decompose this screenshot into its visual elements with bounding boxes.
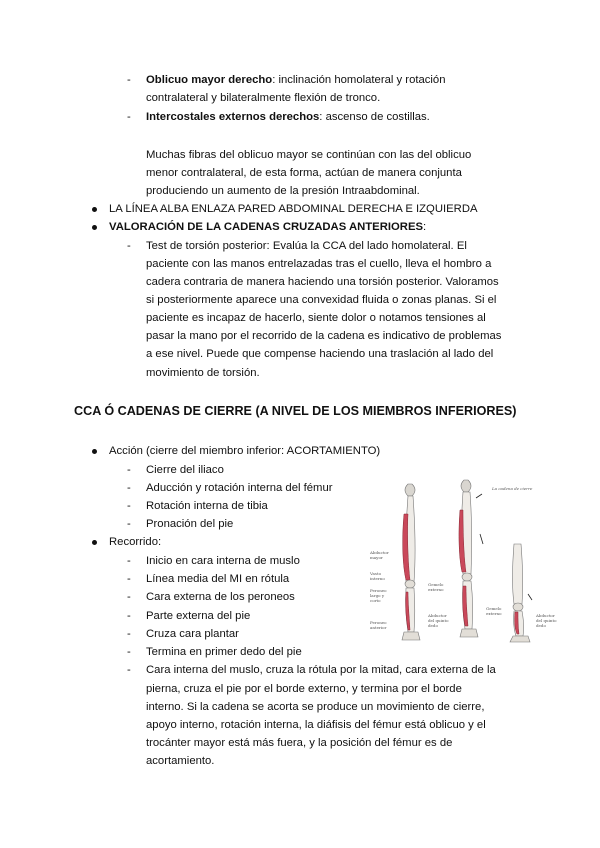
accion-label: Acción (cierre del miembro inferior: ACORTAMIENTO) [109, 445, 381, 457]
label-abductor-b-1: Abductor [536, 613, 555, 618]
dash-marker: - [127, 111, 131, 123]
list-item-oblicuo-cont: contralateral y bilateralmente flexión de tronco. [146, 92, 381, 104]
label-abductor-quinto-2: del quinto [428, 618, 449, 623]
bullet-marker [92, 225, 97, 230]
dash-marker: - [127, 500, 131, 512]
paragraph-line: Muchas fibras del oblicuo mayor se continúan con las del oblicuo [146, 149, 472, 161]
bullet-valoracion [109, 218, 426, 236]
test-line: si posteriormente aparece una convexidad fluida o zonas planas. Si el [146, 294, 497, 306]
dash-marker: - [127, 464, 131, 476]
label-gemelo-b-1: Gemelo [486, 606, 502, 611]
label-abductor-b-2: del quinto [536, 618, 557, 623]
recorrido-long-line: pierna, cruza el pie por el borde externo, y termina por el borde [146, 683, 462, 695]
dash-marker: - [127, 482, 131, 494]
bullet-marker [92, 540, 97, 545]
leg-figure-1 [402, 484, 420, 640]
dash-marker: - [127, 573, 131, 585]
recorrido-item: Termina en primer dedo del pie [146, 646, 302, 658]
label-abductor-quinto-1: Abductor [428, 613, 447, 618]
leg-figure-2 [459, 480, 483, 637]
label-peroneo-3: corto [370, 598, 381, 603]
dash-marker: - [127, 610, 131, 622]
recorrido-long-line: acortamiento. [146, 755, 215, 767]
valoracion-title: VALORACIÓN DE LA CADENAS CRUZADAS ANTERIORES [109, 221, 424, 233]
recorrido-item: Inicio en cara interna de muslo [146, 555, 300, 567]
label-abductor-mayor-2: mayor [370, 555, 383, 560]
recorrido-long-line: interno. Si la cadena se acorta se produce un movimiento de cierre, [146, 701, 485, 713]
label-gemelo-1: Gemelo [428, 582, 444, 587]
label-peroneo-1: Peroneo [370, 588, 387, 593]
anatomy-illustration [368, 474, 564, 652]
term-intercostales: Intercostales externos derechos [146, 111, 320, 123]
test-line: paciente es incapaz de hacerlo, siente dolor o notamos tensiones al [146, 312, 486, 324]
desc-oblicuo: : inclinación homolateral y rotación [272, 74, 446, 86]
label-gemelo-b-2: externo [486, 611, 502, 616]
recorrido-item: Cruza cara plantar [146, 628, 239, 640]
bullet-marker [92, 449, 97, 454]
dash-marker: - [127, 555, 131, 567]
test-line: movimiento de torsión. [146, 367, 260, 379]
recorrido-item: Parte externa del pie [146, 610, 251, 622]
label-peroneo-anterior-1: Peroneo [370, 620, 387, 625]
test-line: a ese nivel. Puede que compense haciendo una traslación al lado del [146, 348, 494, 360]
recorrido-long-line: apoyo interno, rotación interna, la diáfisis del fémur está oblicuo y el [146, 719, 486, 731]
dash-marker: - [127, 646, 131, 658]
accion-item: Rotación interna de tibia [146, 500, 268, 512]
label-gemelo-2: externo [428, 587, 444, 592]
test-line: Test de torsión posterior: Evalúa la CCA del lado homolateral. El [146, 240, 467, 252]
accion-item: Pronación del pie [146, 518, 234, 530]
valoracion-colon: : [423, 221, 427, 233]
dash-marker: - [127, 518, 131, 530]
dash-marker: - [127, 591, 131, 603]
paragraph-line: produciendo un aumento de la presión Intraabdominal. [146, 185, 420, 197]
test-line: paciente con las manos entrelazadas tras el cuello, lleva el hombro a [146, 258, 492, 270]
term-oblicuo: Oblicuo mayor derecho [146, 74, 273, 86]
recorrido-item: Cara externa de los peroneos [146, 591, 295, 603]
dash-marker: - [127, 74, 131, 86]
label-abductor-b-3: dedo [536, 623, 546, 628]
accion-item: Cierre del iliaco [146, 464, 224, 476]
dash-marker: - [127, 664, 131, 676]
label-abductor-quinto-3: dedo [428, 623, 438, 628]
test-line: pasar la mano por el recorrido de la cadena es indicativo de problemas [146, 330, 502, 342]
label-abductor-mayor-1: Abductor [370, 550, 389, 555]
recorrido-label: Recorrido: [109, 536, 162, 548]
label-peroneo-anterior-2: anterior [370, 625, 387, 630]
recorrido-long-line: Cara interna del muslo, cruza la rótula por la mitad, cara externa de la [146, 664, 496, 676]
figure-caption: La cadena de cierre [492, 486, 533, 491]
label-vasto-2: interno [370, 576, 385, 581]
paragraph-line: menor contralateral, de esta forma, actúan de manera conjunta [146, 167, 462, 179]
label-peroneo-2: largo y [370, 593, 385, 598]
dash-marker: - [127, 628, 131, 640]
test-line: cadera contraria de manera haciendo una torsión posterior. Valoramos [146, 276, 499, 288]
leg-figure-3 [510, 544, 532, 642]
recorrido-item: Línea media del MI en rótula [146, 573, 290, 585]
recorrido-long-line: trocánter mayor está más fuera, y la posición del fémur es de [146, 737, 453, 749]
label-vasto-1: Vasto [370, 571, 381, 576]
dash-marker: - [127, 240, 131, 252]
list-item-intercostales [146, 108, 430, 126]
bullet-linea-alba: LA LÍNEA ALBA ENLAZA PARED ABDOMINAL DERECHA E IZQUIERDA [109, 203, 478, 215]
desc-intercostales: : ascenso de costillas. [319, 111, 430, 123]
list-item-oblicuo [146, 71, 446, 89]
bullet-marker [92, 207, 97, 212]
section-heading: CCA Ó CADENAS DE CIERRE (A NIVEL DE LOS MIEMBROS INFERIORES) [74, 404, 517, 418]
accion-item: Aducción y rotación interna del fémur [146, 482, 333, 494]
